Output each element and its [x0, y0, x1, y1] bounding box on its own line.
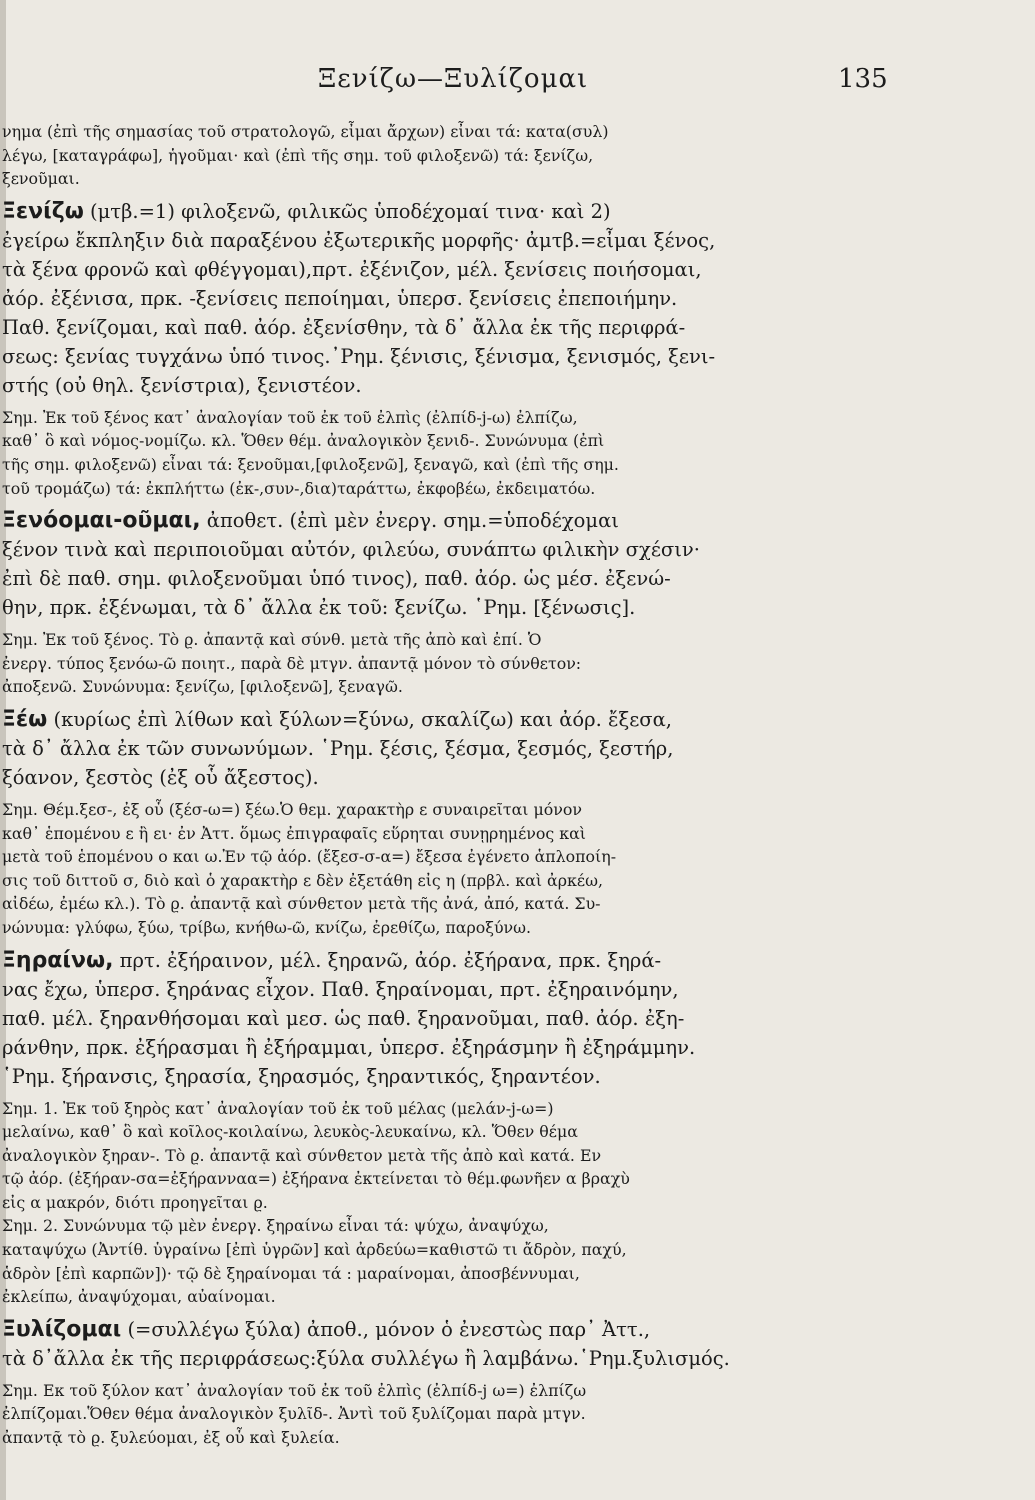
entry-text: τὰ δ᾽ἄλλα ἐκ τῆς περιφράσεως:ξύλα συλλέγω ἢ λαμβάνω.῾Ρημ.ξυλισμός.: [2, 1346, 730, 1370]
entry-text: στής (οὐ θηλ. ξενίστρια), ξενιστέον.: [2, 373, 362, 397]
page-header: [0, 62, 1035, 102]
entry-note: [2, 628, 922, 699]
running-title: Ξενίζω—Ξυλίζομαι: [318, 64, 589, 94]
note-line: καταψύχω (Ἀντίθ. ὑγραίνω [ἐπὶ ὑγρῶν] καὶ ἀρδεύω=καθιστῶ τι ἄδρὸν, παχύ,: [2, 1240, 627, 1260]
entry-line: [2, 1315, 922, 1344]
page-number: 135: [838, 64, 888, 94]
entry-text: ἐγείρω ἔκπληξιν διὰ παραξένου ἐξωτερικῆς μορφῆς· ἀμτβ.=εἶμαι ξένος,: [2, 228, 716, 252]
note-line: καθ᾽ ἑπομένου ε ἢ ει· ἐν Ἀττ. ὅμως ἐπιγραφαῖς εὕρηται συνῃρημένος καὶ: [2, 823, 586, 843]
entry-line: [2, 313, 922, 342]
dictionary-entry: [2, 197, 922, 400]
dictionary-entry: [2, 1315, 922, 1373]
entry-line: [2, 535, 922, 564]
entry-text: ἐπὶ δὲ παθ. σημ. φιλοξενοῦμαι ὑπό τινος), παθ. ἀόρ. ὡς μέσ. ἐξενώ-: [2, 567, 671, 591]
note-line: μετὰ τοῦ ἑπομένου ο και ω.Ἐν τῷ ἀόρ. (ἔξεσ-σ-α=) ἔξεσα ἐγένετο ἁπλοποίη-: [2, 847, 617, 867]
note-line: ἐκλείπω, ἀναψύχομαι, αὐαίνομαι.: [2, 1287, 276, 1307]
note-line: εἰς α μακρόν, διότι προηγεῖται ϱ.: [2, 1192, 268, 1212]
entry-line: [2, 371, 922, 400]
entry-line: [2, 284, 922, 313]
entry-line: [2, 763, 922, 792]
entry-line: [2, 975, 922, 1004]
entry-text: (=συλλέγω ξύλα) ἀποθ., μόνον ὁ ἐνεστὼς παρ᾽ Ἀττ.,: [121, 1317, 651, 1341]
entry-text: ἀόρ. ἐξένισα, πρκ. -ξενίσεις πεποίημαι, ὑπερσ. ξενίσεις ἐπεποιήμην.: [2, 286, 678, 310]
entry-line: [2, 342, 922, 371]
entry-text: σεως: ξενίας τυγχάνω ὑπό τινος.᾿Ρημ. ξένισις, ξένισμα, ξενισμός, ξενι-: [2, 344, 716, 368]
note-line: ξενοῦμαι.: [2, 169, 80, 189]
note-line: Σημ. Ἐκ τοῦ ξένος. Τὸ ϱ. ἀπαντᾷ καὶ σύνθ. μετὰ τῆς ἀπὸ καὶ ἐπί. Ὁ: [2, 630, 542, 650]
entry-text: τὰ ξένα φρονῶ καὶ φθέγγομαι),πρτ. ἐξένιζον, μέλ. ξενίσεις ποιήσομαι,: [2, 257, 702, 281]
entry-line: [2, 1033, 922, 1062]
entry-text: ῾Ρημ. ξήρανσις, ξηρασία, ξηρασμός, ξηραντικός, ξηραντέον.: [2, 1064, 601, 1088]
entry-text: θην, πρκ. ἐξένωμαι, τὰ δ᾽ ἄλλα ἐκ τοῦ: ξενίζω. ῾Ρημ. [ξένωσις].: [2, 596, 636, 620]
entry-headword: Ξενόομαι-οῦμαι,: [2, 508, 201, 534]
note-line: μελαίνω, καθ᾽ ὃ καὶ κοῖλος-κοιλαίνω, λευκὸς-λευκαίνω, κλ. Ὅθεν θέμα: [2, 1122, 578, 1142]
note-line: Σημ. Θέμ.ξεσ-, ἐξ οὗ (ξέσ-ω=) ξέω.Ὁ θεμ. χαρακτὴρ ε συναιρεῖται μόνον: [2, 799, 583, 819]
entry-headword: Ξενίζω: [2, 198, 84, 224]
note-line: Σημ. 1. Ἐκ τοῦ ξηρὸς κατ᾽ ἀναλογίαν τοῦ ἐκ τοῦ μέλας (μελάν-j-ω=): [2, 1098, 554, 1118]
dictionary-text-body: [2, 120, 922, 1456]
entry-line: [2, 197, 922, 226]
entry-headword: Ξηραίνω,: [2, 947, 114, 973]
entry-note: [2, 798, 922, 940]
entry-text: ξόανον, ξεστὸς (ἐξ οὗ ἄξεστος).: [2, 765, 319, 789]
entry-text: πρτ. ἐξήραινον, μέλ. ξηρανῶ, ἀόρ. ἐξήρανα, πρκ. ξηρά-: [113, 948, 662, 972]
note-line: τῷ ἀόρ. (ἐξήραν-σα=ἐξήρανναα=) ἐξήρανα ἐκτείνεται τὸ θέμ.φωνῆεν α βραχὺ: [2, 1169, 630, 1189]
entry-line: [2, 506, 922, 535]
note-line: αἰδέω, ἐμέω κλ.). Τὸ ϱ. ἀπαντᾷ καὶ σύνθετον μετὰ τῆς ἀνά, ἀπό, κατά. Συ-: [2, 894, 601, 914]
entry-text: νας ἔχω, ὑπερσ. ξηράνας εἶχον. Παθ. ξηραίνομαι, πρτ. ἐξηραινόμην,: [2, 977, 679, 1001]
entry-text: τὰ δ᾽ ἄλλα ἐκ τῶν συνωνύμων. ῾Ρημ. ξέσις, ξέσμα, ξεσμός, ξεστήρ,: [2, 736, 674, 760]
dictionary-entry: [2, 946, 922, 1091]
entry-text: (μτβ.=1) φιλοξενῶ, φιλικῶς ὑποδέχομαί τινα· καὶ 2): [83, 199, 611, 223]
note-line: Σημ. 2. Συνώνυμα τῷ μὲν ἐνεργ. ξηραίνω εἶναι τά: ψύχω, ἀναψύχω,: [2, 1216, 549, 1236]
entry-line: [2, 734, 922, 763]
note-line: ἁδρὸν [ἐπὶ καρπῶν])· τῷ δὲ ξηραίνομαι τά : μαραίνομαι, ἀποσβέννυμαι,: [2, 1263, 580, 1283]
entry-line: [2, 946, 922, 975]
note-line: ἀπαντᾷ τὸ ϱ. ξυλεύομαι, ἐξ οὗ καὶ ξυλεία.: [2, 1428, 340, 1448]
entry-text: Παθ. ξενίζομαι, καὶ παθ. ἀόρ. ἐξενίσθην, τὰ δ᾽ ἄλλα ἐκ τῆς περιφρά-: [2, 315, 686, 339]
note-line: Σημ. Ἐκ τοῦ ξένος κατ᾽ ἀναλογίαν τοῦ ἐκ τοῦ ἐλπὶς (ἐλπίδ-j-ω) ἐλπίζω,: [2, 407, 578, 427]
entry-text: ράνθην, πρκ. ἐξήρασμαι ἢ ἐξήραμμαι, ὑπερσ. ἐξηράσμην ἢ ἐξηράμμην.: [2, 1035, 696, 1059]
note-line: νημα (ἐπὶ τῆς σημασίας τοῦ στρατολογῶ, εἶμαι ἄρχων) εἶναι τά: κατα(συλ): [2, 122, 609, 141]
entry-text: ἀποθετ. (ἐπὶ μὲν ἐνεργ. σημ.=ὑποδέχομαι: [200, 509, 619, 533]
note-line: σις τοῦ διττοῦ σ, διὸ καὶ ὁ χαρακτὴρ ε δὲν ἐξετάθη εἰς η (πρβλ. καὶ ἀρκέω,: [2, 870, 603, 890]
entry-note: [2, 406, 922, 500]
note-line: Σημ. Εκ τοῦ ξύλον κατ᾽ ἀναλογίαν τοῦ ἐκ τοῦ ἐλπὶς (ἐλπίδ-j ω=) ἐλπίζω: [2, 1380, 587, 1400]
dictionary-entry: [2, 506, 922, 622]
entry-line: [2, 593, 922, 622]
entry-headword: Ξυλίζομαι: [2, 1316, 122, 1342]
entry-line: [2, 226, 922, 255]
note-line: νώνυμα: γλύφω, ξύω, τρίβω, κνήθω-ῶ, κνίζω, ἐρεθίζω, παροξύνω.: [2, 917, 532, 937]
note-line: ἐλπίζομαι.Ὅθεν θέμα ἀναλογικὸν ξυλῖδ-. Ἀντὶ τοῦ ξυλίζομαι παρὰ μτγν.: [2, 1404, 586, 1424]
note-line: τῆς σημ. φιλοξενῶ) εἶναι τά: ξενοῦμαι,[φιλοξενῶ], ξεναγῶ, καὶ (ἐπὶ τῆς σημ.: [2, 454, 619, 474]
entry-line: [2, 255, 922, 284]
entry-line: [2, 705, 922, 734]
entry-note: [2, 120, 922, 191]
entry-line: [2, 1062, 922, 1091]
dictionary-entry: [2, 705, 922, 792]
entry-line: [2, 1004, 922, 1033]
note-line: ἀναλογικὸν ξηραν-. Τὸ ϱ. ἀπαντᾷ καὶ σύνθετον μετὰ τῆς ἀπὸ καὶ κατά. Εν: [2, 1145, 602, 1165]
entry-line: [2, 1344, 922, 1373]
note-line: καθ᾽ ὃ καὶ νόμος-νομίζω. κλ. Ὅθεν θέμ. ἀναλογικὸν ξενιδ-. Συνώνυμα (ἐπὶ: [2, 431, 605, 451]
block-gap: [2, 1450, 922, 1456]
note-line: τοῦ τρομάζω) τά: ἐκπλήττω (ἐκ-,συν-,δια)ταράττω, ἐκφοβέω, ἐκδειματόω.: [2, 478, 596, 498]
entry-text: ξένον τινὰ καὶ περιποιοῦμαι αὐτόν, φιλεύω, συνάπτω φιλικὴν σχέσιν·: [2, 538, 700, 562]
entry-note: [2, 1097, 922, 1309]
note-line: ἐνεργ. τύπος ξενόω-ῶ ποιητ., παρὰ δὲ μτγν. ἀπαντᾷ μόνον τὸ σύνθετον:: [2, 653, 582, 673]
entry-text: (κυρίως ἐπὶ λίθων καὶ ξύλων=ξύνω, σκαλίζω) και ἀόρ. ἔξεσα,: [47, 707, 672, 731]
entry-note: [2, 1379, 922, 1450]
note-line: λέγω, [καταγράφω], ἡγοῦμαι· καὶ (ἐπὶ τῆς σημ. τοῦ φιλοξενῶ) τά: ξενίζω,: [2, 145, 594, 165]
entry-line: [2, 564, 922, 593]
entry-headword: Ξέω: [2, 706, 48, 732]
entry-text: παθ. μέλ. ξηρανθήσομαι καὶ μεσ. ὡς παθ. ξηρανοῦμαι, παθ. ἀόρ. ἐξη-: [2, 1006, 685, 1030]
note-line: ἀποξενῶ. Συνώνυμα: ξενίζω, [φιλοξενῶ], ξεναγῶ.: [2, 677, 403, 697]
